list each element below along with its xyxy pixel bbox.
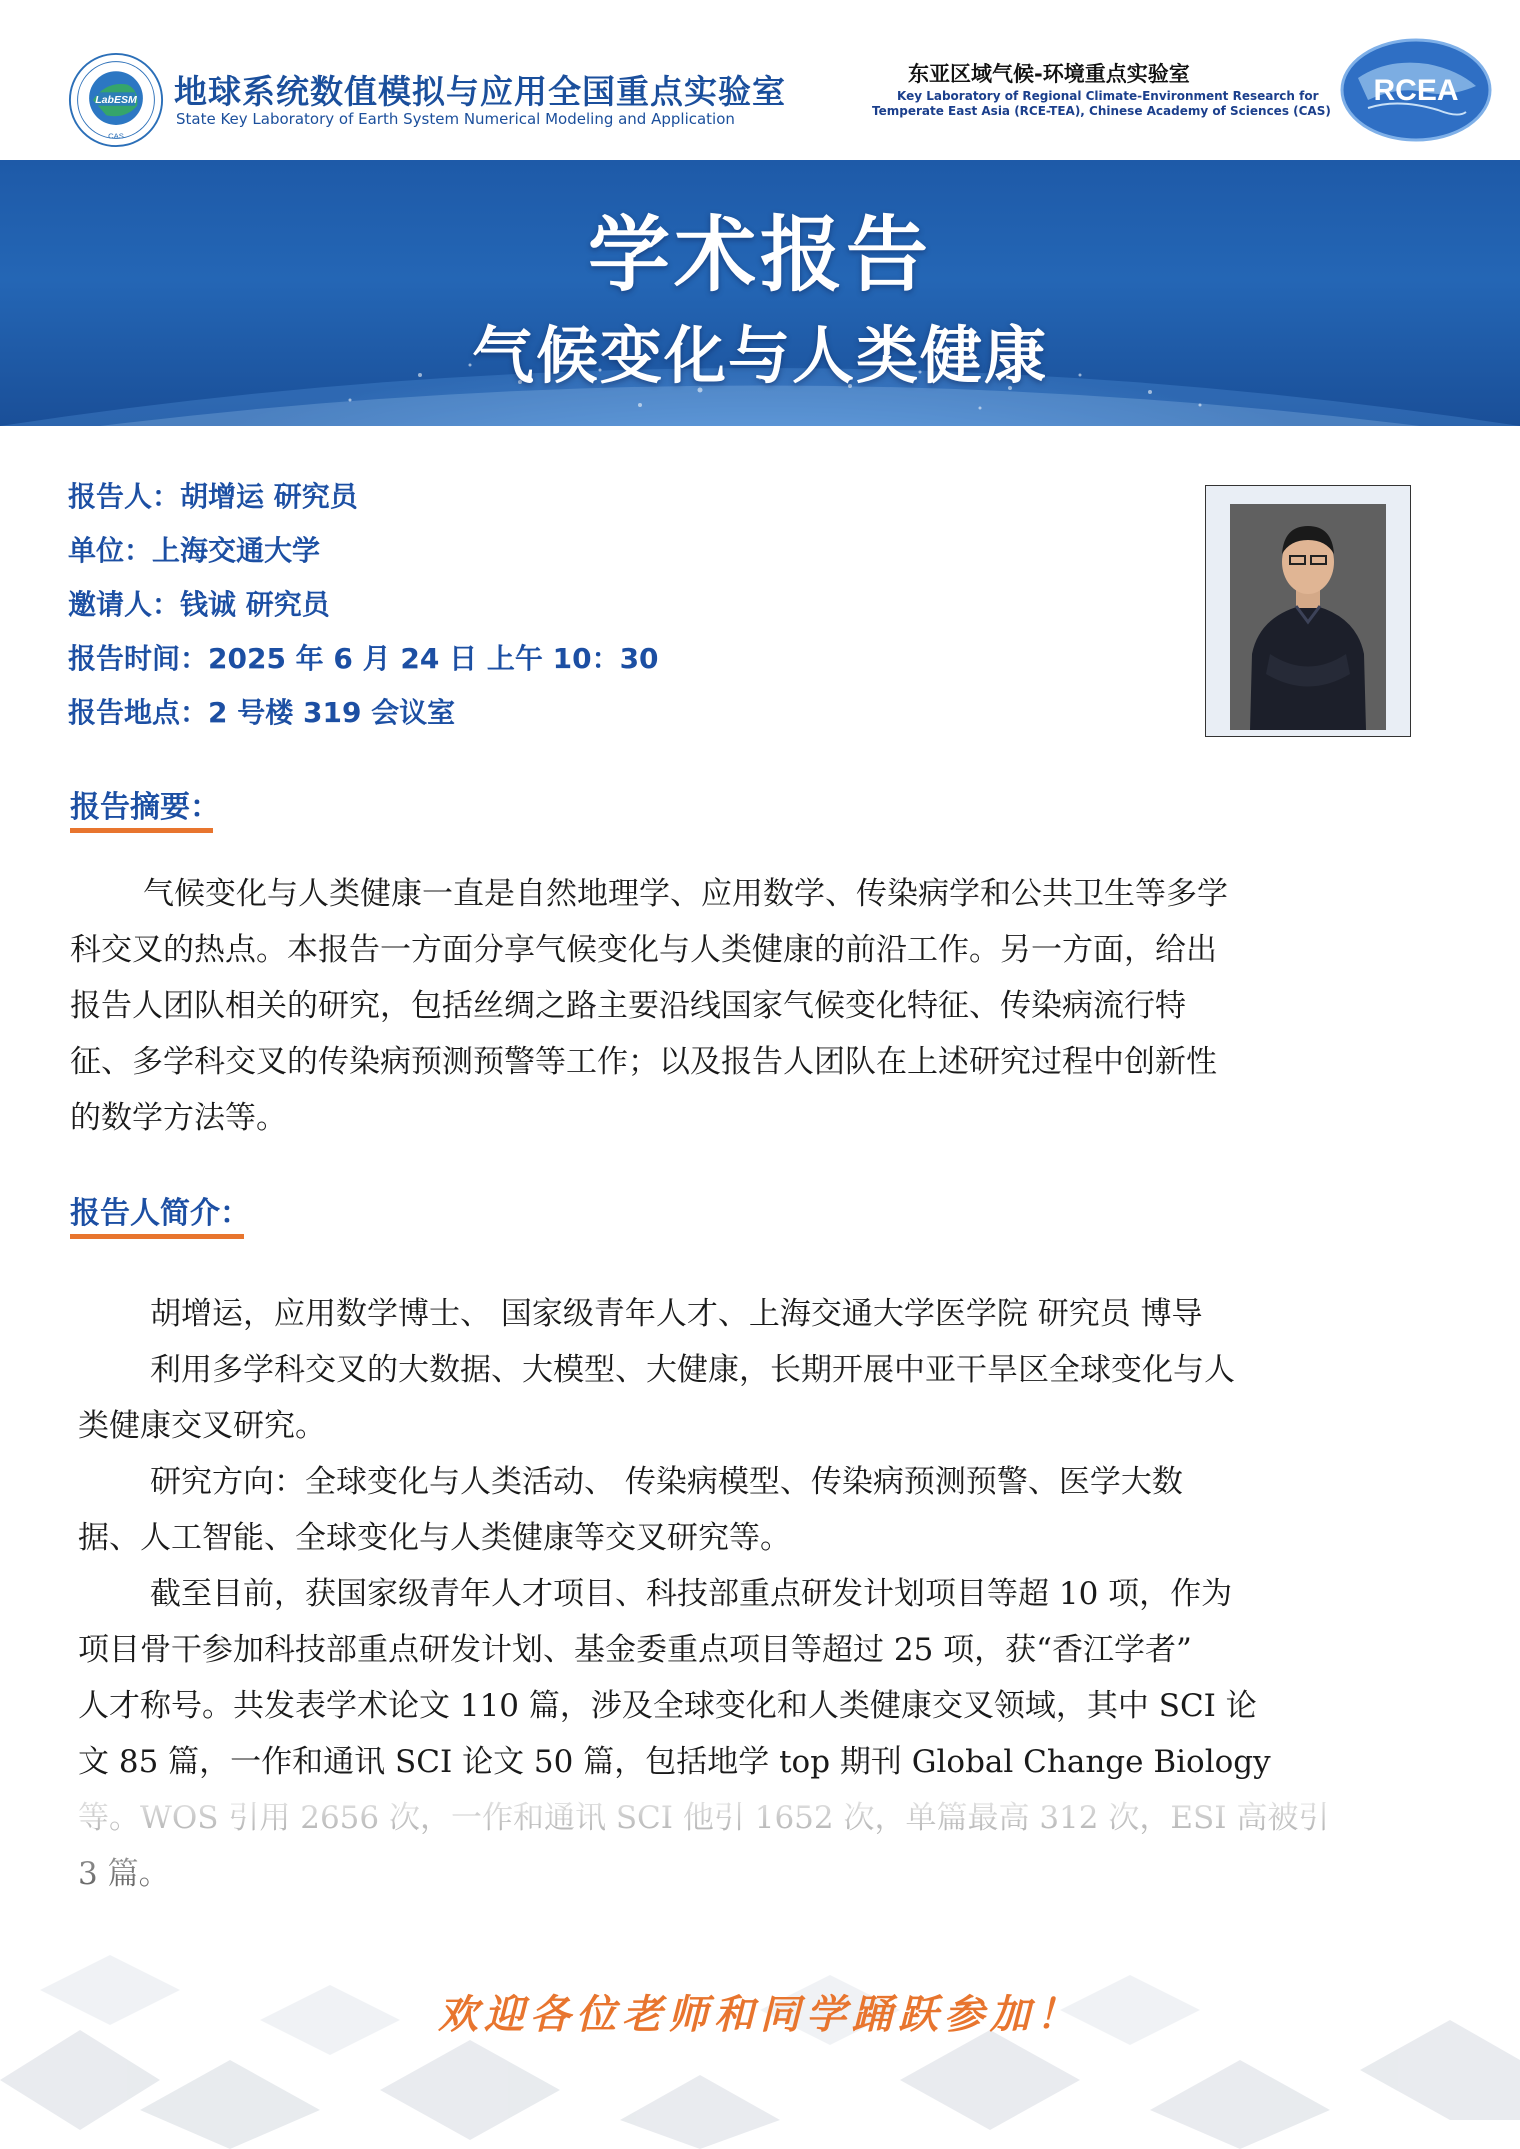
bio-line-2: 利用多学科交叉的大数据、大模型、大健康，长期开展中亚干旱区全球变化与人 — [150, 1352, 1235, 1388]
abstract-line-1: 气候变化与人类健康一直是自然地理学、应用数学、传染病学和公共卫生等多学 — [143, 876, 1228, 912]
abstract-heading-underline — [70, 828, 213, 833]
bio-line-6: 截至目前，获国家级青年人才项目、科技部重点研发计划项目等超 10 项，作为 — [150, 1576, 1233, 1612]
person-silhouette-icon — [1230, 504, 1386, 730]
time-line: 报告时间：2025 年 6 月 24 日 上午 10：30 — [68, 642, 659, 675]
bio-line-1: 胡增运，应用数学博士、 国家级青年人才、上海交通大学医学院 研究员 博导 — [150, 1296, 1203, 1332]
labesm-logo-icon — [68, 52, 164, 148]
speaker-photo — [1230, 504, 1386, 730]
talk-info — [68, 470, 659, 740]
bio-line-9: 文 85 篇，一作和通讯 SCI 论文 50 篇，包括地学 top 期刊 Global Change Biology — [78, 1744, 1271, 1780]
bio-line-5: 据、人工智能、全球变化与人类健康等交叉研究等。 — [78, 1520, 791, 1556]
rce-lab-name-cn: 东亚区域气候-环境重点实验室 — [908, 62, 1190, 86]
welcome-message: 欢迎各位老师和同学踊跃参加！ — [438, 1991, 1082, 2038]
page-title: 学术报告 — [587, 208, 932, 303]
bio-line-3: 类健康交叉研究。 — [78, 1408, 326, 1444]
abstract-line-3: 报告人团队相关的研究，包括丝绸之路主要沿线国家气候变化特征、传染病流行特 — [70, 988, 1186, 1024]
rce-lab-name-en-line1: Key Laboratory of Regional Climate-Environment Research for — [897, 89, 1319, 103]
footer-decoration — [0, 1780, 1520, 2149]
talk-title: 气候变化与人类健康 — [471, 319, 1048, 392]
affiliation-line: 单位：上海交通大学 — [68, 534, 321, 567]
rce-lab-name-en-line2: Temperate East Asia (RCE-TEA), Chinese Academy of Sciences (CAS) — [872, 104, 1331, 118]
bio-line-8: 人才称号。共发表学术论文 110 篇，涉及全球变化和人类健康交叉领域，其中 SCI 论 — [78, 1688, 1257, 1724]
abstract-line-2: 科交叉的热点。本报告一方面分享气候变化与人类健康的前沿工作。另一方面，给出 — [70, 932, 1217, 968]
speaker-photo-frame — [1205, 485, 1411, 737]
page-header — [0, 0, 1520, 160]
abstract-line-5: 的数学方法等。 — [70, 1100, 287, 1136]
host-line: 邀请人：钱诚 研究员 — [68, 588, 330, 621]
abstract-heading: 报告摘要： — [70, 790, 220, 825]
svg-text:RCEA: RCEA — [1373, 74, 1459, 107]
speaker-line: 报告人：胡增运 研究员 — [68, 480, 358, 513]
lab-name-en: State Key Laboratory of Earth System Numerical Modeling and Application — [176, 110, 735, 128]
title-banner — [0, 160, 1520, 426]
rcea-logo-icon — [1338, 38, 1494, 142]
bio-line-4: 研究方向：全球变化与人类活动、 传染病模型、传染病预测预警、医学大数 — [150, 1464, 1183, 1500]
location-line: 报告地点：2 号楼 319 会议室 — [68, 696, 456, 729]
svg-text:LabESM: LabESM — [95, 93, 137, 106]
bio-heading-underline — [70, 1234, 244, 1239]
cubes-pattern-icon — [0, 1780, 1520, 2149]
svg-text:CAS: CAS — [108, 131, 124, 141]
bio-heading: 报告人简介： — [70, 1196, 250, 1231]
abstract-line-4: 征、多学科交叉的传染病预测预警等工作；以及报告人团队在上述研究过程中创新性 — [70, 1044, 1217, 1080]
lab-name-cn: 地球系统数值模拟与应用全国重点实验室 — [174, 72, 786, 111]
bio-line-7: 项目骨干参加科技部重点研发计划、基金委重点项目等超过 25 项，获“香江学者” — [78, 1632, 1192, 1668]
